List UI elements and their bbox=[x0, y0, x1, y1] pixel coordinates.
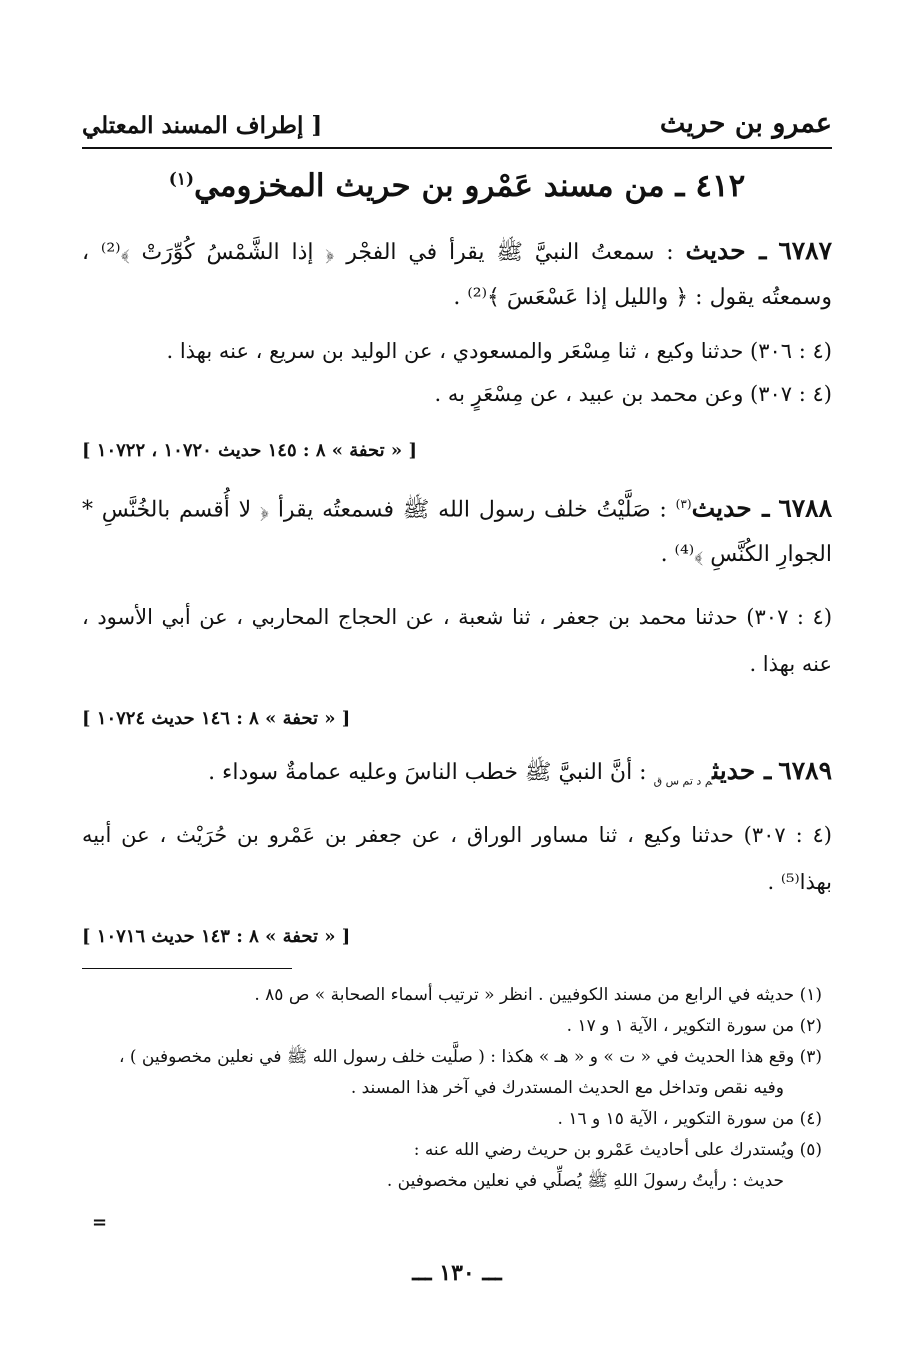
section-title-note: (١) bbox=[168, 169, 195, 190]
chain-6787-b bbox=[82, 373, 832, 416]
isnad-line: (٤ : ٣٠٧) وعن محمد بن عبيد ، عن مِسْعَرٍ به . bbox=[434, 382, 832, 406]
hadith-text: ٦٧٨٧ ـ حديث : سمعتُ النبيَّ ﷺ يقرأ في الفجْر ﴿ إذا الشَّمْسُ كُوِّرَتْ ﴾⁽²⁾ ، وسمعتُه يقول : ﴿ والليل إذا عَسْعَسَ ﴾⁽²⁾ . bbox=[82, 236, 833, 310]
hadith-body: : صَلَّيْتُ خلف رسول الله ﷺ فسمعتُه يقرأ ﴿ لا أُقسم بالخُنَّسِ * الجوارِ الكُنَّسِ ﴾⁽⁴⁾ . bbox=[82, 497, 832, 568]
footnote-1: (١) حديثه في الرابع من مسند الكوفيين . انظر « ترتيب أسماء الصحابة » ص ٨٥ . bbox=[254, 985, 822, 1005]
page-number: ـــ ١٣٠ ـــ bbox=[412, 1260, 502, 1286]
hadith-keyword: حديث bbox=[685, 236, 746, 265]
footnotes bbox=[112, 980, 822, 1197]
section-title bbox=[82, 168, 832, 204]
isnad-line: (٤ : ٣٠٦) حدثنا وكيع ، ثنا مِسْعَر والمسعودي ، عن الوليد بن سريع ، عنه بهذا . bbox=[166, 339, 832, 363]
tuhfa-reference bbox=[82, 926, 832, 947]
running-header bbox=[82, 100, 832, 150]
hadith-number: ٦٧٨٧ bbox=[778, 236, 833, 265]
footnote-rule bbox=[82, 968, 292, 969]
hadith-body: : أنَّ النبيَّ ﷺ خطب الناسَ وعليه عمامةٌ سوداء . bbox=[208, 760, 647, 785]
chain-6789 bbox=[82, 812, 832, 906]
chain-6788 bbox=[82, 594, 832, 688]
hadith-keyword: حديث bbox=[691, 493, 752, 523]
hadith-sigla: م د تم س ق bbox=[653, 774, 713, 788]
tuhfa-reference-text: [ « تحفة » ٨ : ١٤٦ حديث ١٠٧٢٤ ] bbox=[82, 708, 351, 729]
hadith-6789 bbox=[82, 748, 832, 803]
tuhfa-reference-text: [ « تحفة » ٨ : ١٤٥ حديث ١٠٧٢٠ ، ١٠٧٢٢ ] bbox=[82, 440, 417, 461]
isnad-line: (٤ : ٣٠٧) حدثنا محمد بن جعفر ، ثنا شعبة ، عن الحجاج المحاربي ، عن أبي الأسود ، عنه بهذا . bbox=[82, 605, 833, 676]
tuhfa-reference bbox=[82, 708, 832, 729]
hadith-text: ٦٧٨٨ ـ حديث$^{(٣)}$ : صَلَّيْتُ خلف رسول الله ﷺ فسمعتُه يقرأ ﴿ لا أُقسم بالخُنَّسِ * الجوارِ الكُنَّسِ ﴾⁽⁴⁾ . bbox=[82, 493, 833, 568]
footnote-4: (٤) من سورة التكوير ، الآية ١٥ و ١٦ . bbox=[557, 1109, 822, 1129]
isnad-line: (٤ : ٣٠٧) حدثنا وكيع ، ثنا مساور الوراق ، عن جعفر بن عَمْرو بن حُرَيْث ، عن أبيه بهذا⁽⁵⁾ . bbox=[82, 823, 832, 894]
hadith-text: ٦٧٨٩ ـ حديث$_{م د تم س ق}$ : أنَّ النبيَّ ﷺ خطب الناسَ وعليه عمامةٌ سوداء . bbox=[208, 756, 832, 788]
hadith-keyword: حديث bbox=[712, 756, 756, 785]
chain-6787-a bbox=[82, 330, 832, 373]
footnote-5: (٥) ويُستدرك على أحاديث عَمْرو بن حريث رضي الله عنه : حديث : رأيتُ رسولَ اللهِ ﷺ يُصلِّي في نعلين مخصوفين . bbox=[386, 1140, 822, 1191]
tuhfa-reference bbox=[82, 440, 832, 461]
tuhfa-reference-text: [ « تحفة » ٨ : ١٤٣ حديث ١٠٧١٦ ] bbox=[82, 926, 351, 947]
hadith-6787 bbox=[82, 228, 832, 320]
hadith-keyword-note: (٣) bbox=[675, 497, 692, 511]
footnote-2: (٢) من سورة التكوير ، الآية ١ و ١٧ . bbox=[566, 1016, 822, 1036]
hadith-number: ٦٧٨٨ bbox=[778, 493, 833, 523]
hadith-number: ٦٧٨٩ bbox=[778, 756, 832, 785]
section-title-text: ٤١٢ ـ من مسند عَمْرو بن حريث المخزومي bbox=[194, 168, 746, 204]
header-author-title: عمرو بن حريث bbox=[659, 108, 832, 139]
hadith-body: : سمعتُ النبيَّ ﷺ يقرأ في الفجْر ﴿ إذا الشَّمْسُ كُوِّرَتْ ﴾⁽²⁾ ، وسمعتُه يقول : ﴿ والليل إذا عَسْعَسَ ﴾⁽²⁾ . bbox=[82, 240, 832, 310]
margin-mark: = bbox=[92, 1212, 108, 1233]
document-page bbox=[82, 100, 832, 1320]
hadith-6788 bbox=[82, 482, 832, 577]
header-rule bbox=[82, 147, 832, 149]
header-book-title: [ إطراف المسند المعتلي bbox=[82, 112, 323, 139]
footnote-3: (٣) وقع هذا الحديث في « ت » و « هـ » هكذا : ( صلَّيت خلف رسول الله ﷺ في نعلين مخصوفين ) ، وفيه نقص وتداخل مع الحديث المستدرك في آخر هذا المسند . bbox=[119, 1047, 822, 1098]
